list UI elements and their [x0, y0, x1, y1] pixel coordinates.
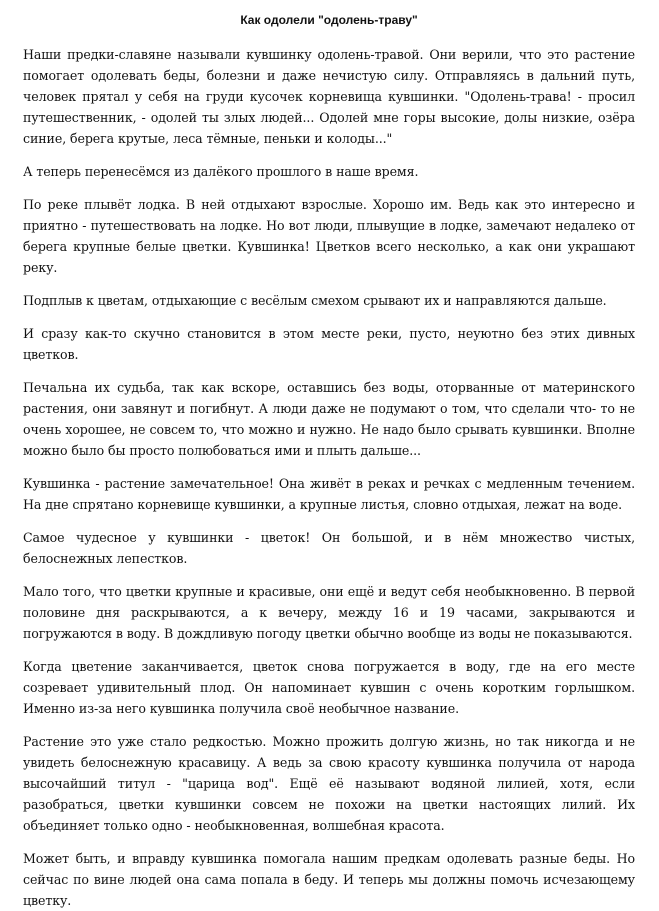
paragraph-12: Может быть, и вправду кувшинка помогала нашим предкам одолевать разные беды. Но сейчас по вине людей она сама попала в беду. И теперь мы должны помочь исчезающему цветку. — [23, 851, 635, 908]
paragraph-6: Печальна их судьба, так как вскоре, оставшись без воды, оторванные от материнского растения, они завянут и погибнут. А люди даже не подумают о том, что сделали что- то не очень хорошее, не совсем то, что можно и нужно. Не надо было срывать кувшинки. Вполне можно было бы просто полюбоваться ими и плыть дальше... — [23, 380, 635, 458]
paragraph-8: Самое чудесное у кувшинки - цветок! Он большой, и в нём множество чистых, белоснежных лепестков. — [23, 530, 635, 566]
paragraph-2: А теперь перенесёмся из далёкого прошлого в наше время. — [23, 164, 419, 179]
paragraph-9: Мало того, что цветки крупные и красивые, они ещё и ведут себя необыкновенно. В первой половине дня раскрываются, а к вечеру, между 16 и 19 часами, закрываются и погружаются в воду. В дождливую погоду цветки обычно вообще из воды не показываются. — [23, 584, 635, 641]
paragraph-10: Когда цветение заканчивается, цветок снова погружается в воду, где на его месте созревает удивительный плод. Он напоминает кувшин с очень коротким горлышком. Именно из-за него кувшинка получила своё необычное название. — [23, 659, 635, 716]
paragraph-3: По реке плывёт лодка. В ней отдыхают взрослые. Хорошо им. Ведь как это интересно и приятно - путешествовать на лодке. Но вот люди, плывущие в лодке, замечают недалеко от берега крупные белые цветки. Кувшинка! Цветков всего несколько, а как они украшают реку. — [23, 197, 635, 275]
paragraph-11: Растение это уже стало редкостью. Можно прожить долгую жизнь, но так никогда и не увидеть белоснежную красавицу. А ведь за свою красоту кувшинка получила от народа высочайший титул - "царица вод". Ещё её называют водяной лилией, хотя, если разобраться, цветки кувшинки совсем не похожи на цветки настоящих лилий. Их объединяет только одно - необыкновенная, волшебная красота. — [23, 734, 635, 833]
paragraph-7: Кувшинка - растение замечательное! Она живёт в реках и речках с медленным течением. На дне спрятано корневище кувшинки, а крупные листья, словно отдыхая, лежат на воде. — [23, 476, 635, 512]
paragraph-5: И сразу как-то скучно становится в этом месте реки, пусто, неуютно без этих дивных цветков. — [23, 326, 635, 362]
paragraph-4: Подплыв к цветам, отдыхающие с весёлым смехом срывают их и направляются дальше. — [23, 293, 607, 308]
document-title: Как одолели "одолень-траву" — [240, 13, 418, 27]
paragraph-1: Наши предки-славяне называли кувшинку одолень-травой. Они верили, что это растение помогает одолевать беды, болезни и даже нечистую силу. Отправляясь в дальний путь, человек прятал у себя на груди кусочек корневища кувшинки. "Одолень-трава! - просил путешественник, - одолей ты злых людей... Одолей мне горы высокие, долы низкие, озёра синие, берега крутые, леса тёмные, пеньки и колоды..." — [23, 47, 635, 146]
